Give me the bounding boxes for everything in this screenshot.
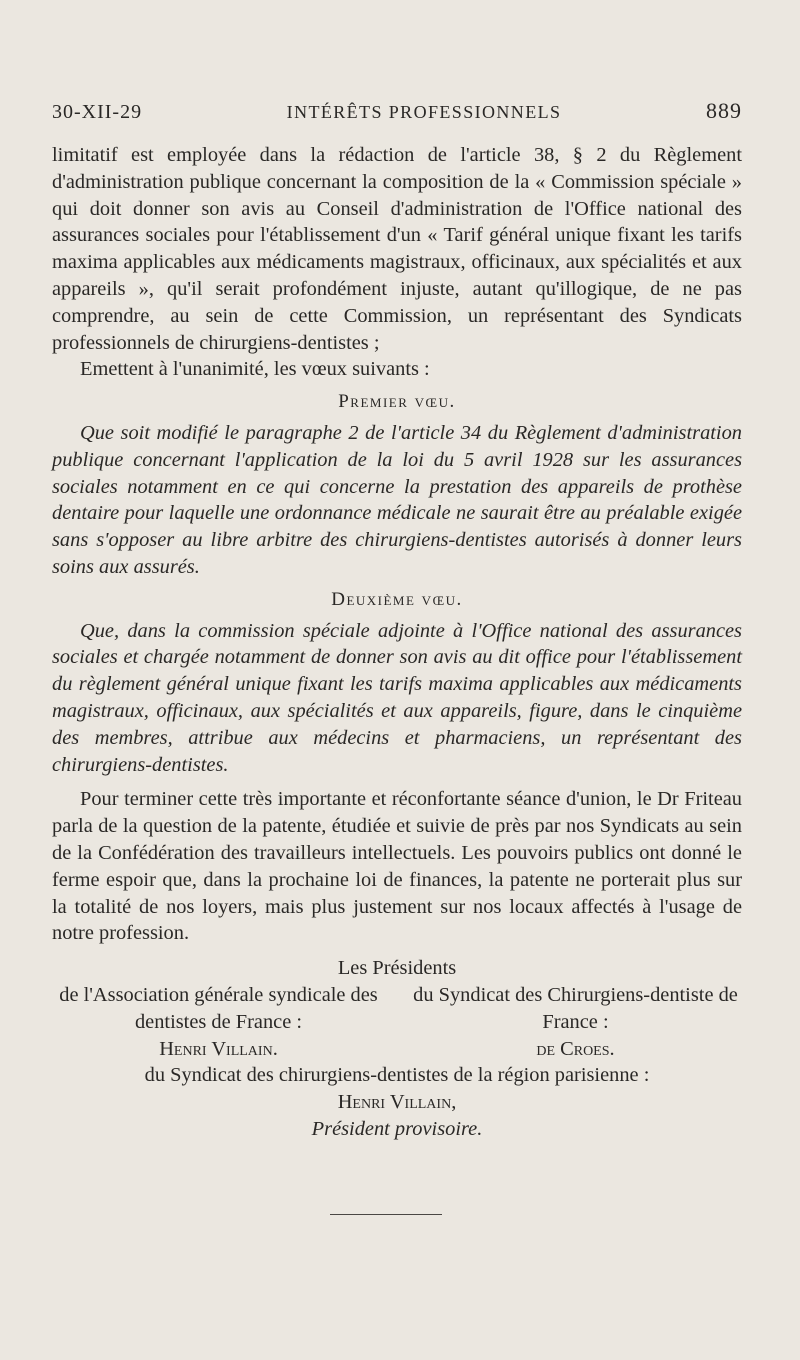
signature-right — [397, 982, 742, 1062]
page-number: 889 — [705, 98, 742, 123]
header-date: 30-XII-29 — [52, 101, 143, 123]
left-org: de l'Association générale syndicale des dentistes de France : — [59, 983, 378, 1033]
second-vote-heading: Deuxième vœu. — [331, 588, 463, 610]
signature-columns — [52, 982, 742, 1062]
closing-paragraph: Pour terminer cette très importante et réconfortante séance d'union, le Dr Friteau parla de la question de la patente, étudiée et suivie de près par nos Syndicats au sein de la Confédération des travailleurs intellectuels. Les pouvoirs publics ont donné le ferme espoir que, dans la prochaine loi de finances, la patente ne porterait plus sur la totalité de nos loyers, mais plus justement sur nos locaux affectés à l'usage de notre profession. — [52, 788, 742, 945]
emettent-line: Emettent à l'unanimité, les vœux suivants : — [80, 358, 430, 381]
main-text — [52, 142, 742, 1143]
running-title: INTÉRÊTS PROFESSIONNELS — [286, 102, 562, 122]
first-vote-heading: Premier vœu. — [338, 391, 456, 413]
right-name: de Croes. — [536, 1037, 615, 1060]
signature-left — [52, 982, 397, 1062]
second-vote-text: Que, dans la commission spéciale adjointe à l'Office national des assurances sociales et chargée notamment de donner son avis au dit office pour l'établissement du règlement général unique fixant les tarifs maxima applicables aux médicaments magistraux, officinaux, aux spécialités et aux appareils, figure, dans le cinquième des membres, attribue aux médecins et pharmaciens, un représentant des chirurgiens-dentistes. — [52, 619, 742, 776]
first-vote-text: Que soit modifié le paragraphe 2 de l'article 34 du Règlement d'administration publique concernant l'application de la loi du 5 avril 1928 sur les assurances sociales notamment en ce qui concerne la prestation des appareils de prothèse dentaire pour laquelle une ordonnance médicale ne saurait être au préalable exigée sans s'opposer au libre arbitre des chirurgiens-dentistes autorisés à donner leurs soins aux assurés. — [52, 421, 742, 578]
presidents-label: Les Présidents — [337, 957, 457, 980]
end-rule — [330, 1214, 442, 1215]
right-org: du Syndicat des Chirurgiens-dentiste de France : — [413, 983, 738, 1033]
page-header — [52, 98, 742, 128]
regional-name: Henri Villain, — [337, 1091, 457, 1114]
intro-paragraph: limitatif est employée dans la rédaction de l'article 38, § 2 du Règlement d'administration publique concernant la composition de la « Commission spéciale » qui doit donner son avis au Conseil d'administration de l'Office national des assurances sociales pour l'établissement d'un « Tarif général unique fixant les tarifs maxima applicables aux médicaments magistraux, officinaux, aux spécialités et aux appareils », qu'il serait profondément injuste, autant qu'illogique, de ne pas comprendre, au sein de cette Commission, un représentant des Syndicats professionnels de chirurgiens-dentistes ; — [52, 144, 742, 354]
left-name: Henri Villain. — [159, 1037, 278, 1060]
regional-org: du Syndicat des chirurgiens-dentistes de la région parisienne : — [144, 1064, 650, 1087]
regional-title: Président provisoire. — [311, 1117, 483, 1140]
